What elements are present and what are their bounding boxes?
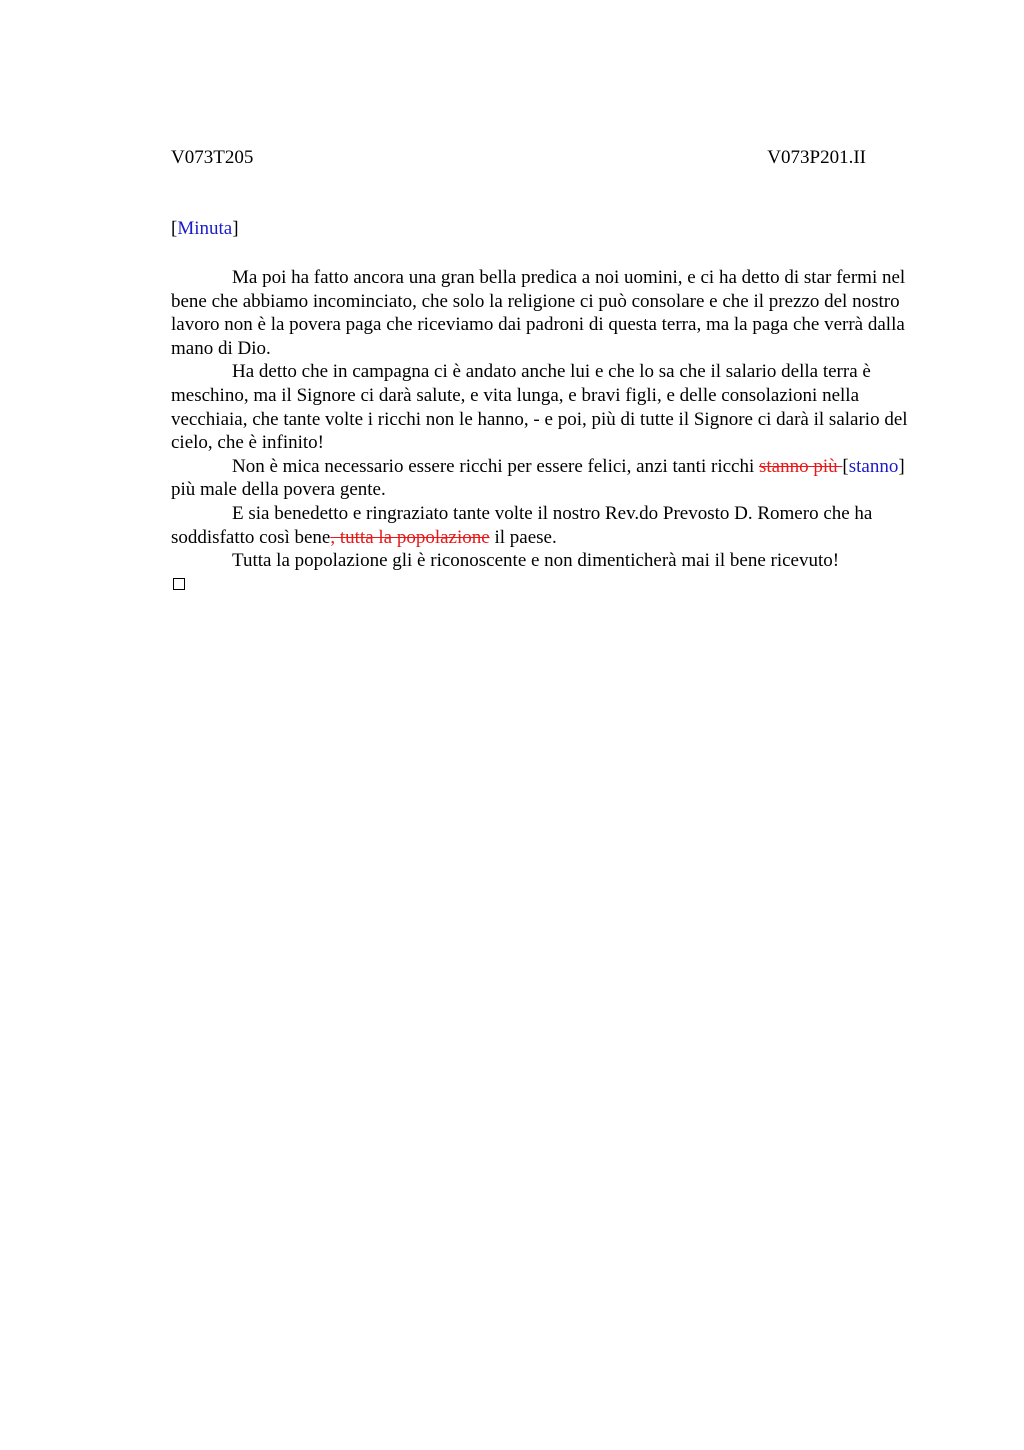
- paragraph-3: [171, 455, 931, 502]
- paragraph-5: Tutta la popolazione gli è riconoscente e non dimenticherà mai il bene ricevuto!: [232, 550, 840, 572]
- paragraph-4-text-before: E sia benedetto e ringraziato tante volte il nostro Rev.do Prevosto D. Romero che ha soddisfatto così bene: [171, 502, 873, 548]
- paragraph-2: Ha detto che in campagna ci è andato anche lui e che lo sa che il salario della terra è meschino, ma il Signore ci darà salute, e vita lunga, e bravi figli, e delle consolazioni nella vecchiaia, che tante volte i ricchi non le hanno, - e poi, più di tutte il Signore ci darà il salario del cielo, che è infinito!: [171, 361, 908, 454]
- paragraph-4-text-after: il paese.: [489, 526, 557, 548]
- heading-label: Minuta: [177, 218, 233, 239]
- paragraph-4: [171, 502, 931, 549]
- deleted-text: , tutta la popolazione: [330, 526, 490, 548]
- paragraph-3-text-before: Non è mica necessario essere ricchi per essere felici, anzi tanti ricchi: [232, 455, 759, 477]
- draft-heading: [171, 218, 239, 240]
- document-code-right: V073P201.II: [767, 147, 866, 168]
- square-outline-icon: [173, 578, 185, 590]
- paragraph-3-text-after: più male della povera gente.: [171, 479, 386, 501]
- paragraph-1: Ma poi ha fatto ancora una gran bella predica a noi uomini, e ci ha detto di star fermi nel bene che abbiamo incominciato, che solo la religione ci può consolare e che il prezzo del nostro lavoro non è la povera paga che riceviamo dai padroni di questa terra, ma la paga che verrà dalla mano di Dio.: [171, 267, 906, 359]
- heading-open-bracket: [: [171, 218, 178, 239]
- document-code-left: V073T205: [171, 147, 254, 168]
- deleted-text: stanno più: [759, 455, 843, 477]
- document-body: [171, 266, 931, 573]
- inserted-text: stanno: [848, 455, 899, 477]
- heading-close-bracket: ]: [232, 218, 239, 239]
- insertion-open-bracket: [: [842, 455, 849, 477]
- insertion-close-bracket: ]: [898, 455, 905, 477]
